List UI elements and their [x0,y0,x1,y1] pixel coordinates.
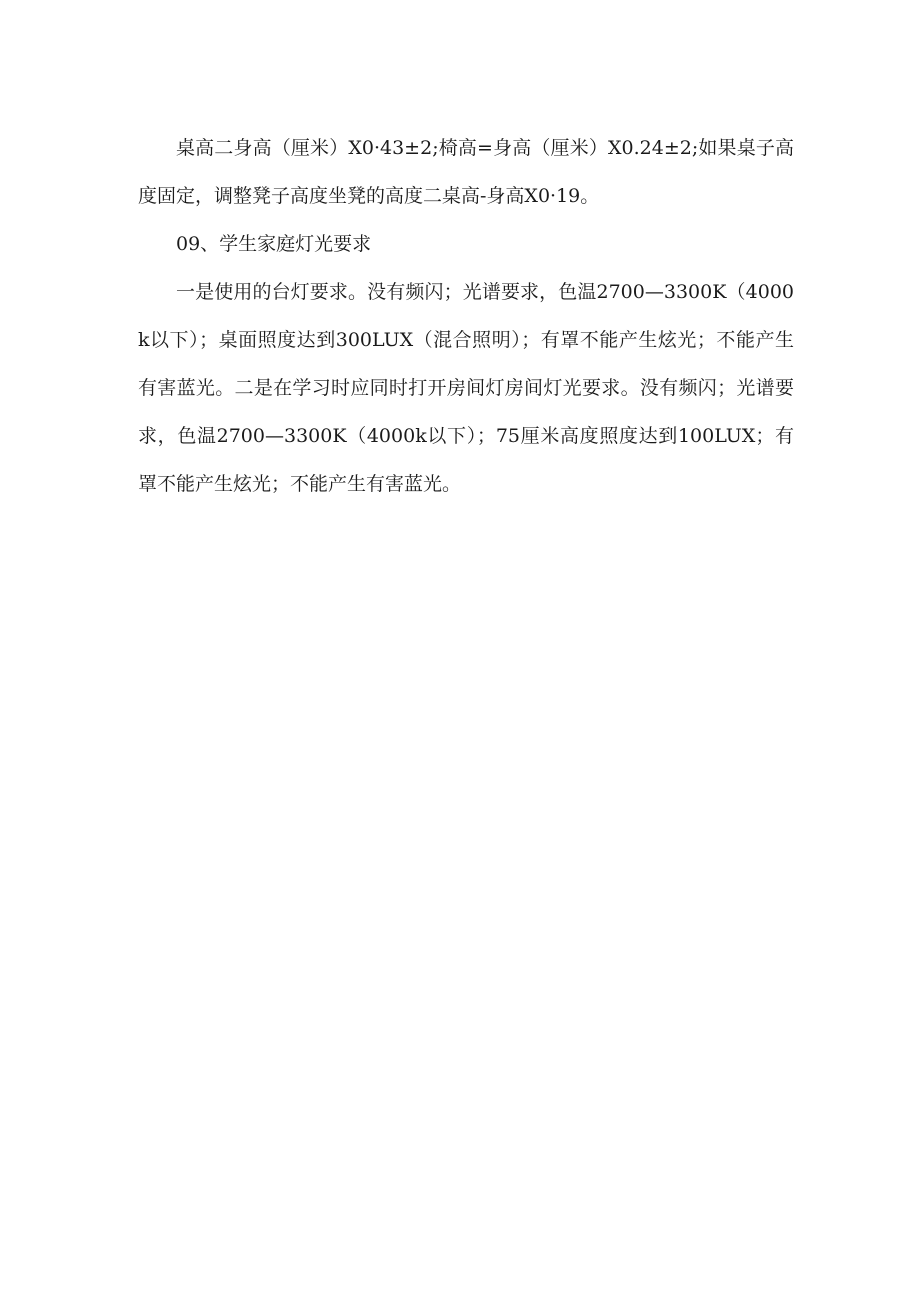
paragraph-lighting-requirements: 一是使用的台灯要求。没有频闪；光谱要求，色温2700—3300K（4000k以下）；桌面照度达到300LUX（混合照明）；有罩不能产生炫光；不能产生有害蓝光。二是在学习时应同时打开房间灯房间灯光要求。没有频闪；光谱要求，色温2700—3300K（4000k以下）；75厘米高度照度达到100LUX；有罩不能产生炫光；不能产生有害蓝光。 [138,281,794,495]
section-heading: 09、学生家庭灯光要求 [176,233,372,255]
paragraph-desk-height-formula: 桌高二身高（厘米）X0·43±2;椅高=身高（厘米）X0.24±2;如果桌子高度固定，调整凳子高度坐凳的高度二桌高-身高X0·19。 [138,137,794,207]
document-body [138,124,794,508]
